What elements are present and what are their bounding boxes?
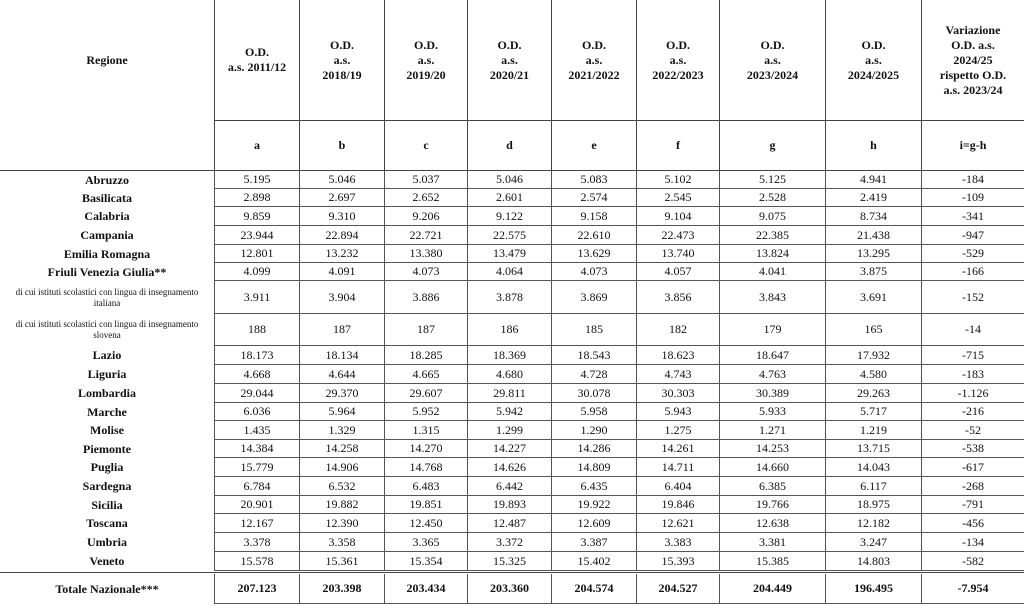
- value-cell: 15.402: [552, 552, 637, 571]
- value-cell: 18.134: [300, 346, 385, 365]
- value-cell: 4.763: [720, 365, 826, 384]
- value-cell: 4.680: [468, 365, 552, 384]
- table-row: [0, 552, 1024, 571]
- value-cell: 186: [468, 314, 552, 346]
- value-cell: 30.389: [720, 384, 826, 403]
- value-cell: 4.665: [385, 365, 468, 384]
- value-cell: -183: [922, 365, 1024, 384]
- value-cell: 13.629: [552, 245, 637, 263]
- value-cell: 187: [385, 314, 468, 346]
- column-header-regione: [0, 0, 215, 170]
- table-row: [0, 263, 1024, 281]
- value-cell: 3.365: [385, 533, 468, 552]
- value-cell: 207.123: [215, 574, 300, 604]
- value-cell: 14.270: [385, 440, 468, 458]
- value-cell: 9.206: [385, 207, 468, 226]
- value-cell: 18.623: [637, 346, 720, 365]
- value-cell: 21.438: [826, 226, 922, 245]
- column-header-label: O.D. a.s. 2011/12: [227, 45, 287, 74]
- value-cell: 29.607: [385, 384, 468, 403]
- value-cell: 12.638: [720, 514, 826, 533]
- value-cell: 2.528: [720, 189, 826, 207]
- column-header-label: O.D. a.s. 2021/2022: [568, 37, 620, 82]
- region-name: Emilia Romagna: [0, 245, 215, 263]
- value-cell: 15.385: [720, 552, 826, 571]
- value-cell: 13.715: [826, 440, 922, 458]
- value-cell: 18.647: [720, 346, 826, 365]
- value-cell: -7.954: [922, 574, 1024, 604]
- value-cell: 2.545: [637, 189, 720, 207]
- table-row: [0, 477, 1024, 496]
- value-cell: 3.383: [637, 533, 720, 552]
- column-header-c: [385, 0, 468, 170]
- value-cell: 3.856: [637, 281, 720, 314]
- column-header-d: [468, 0, 552, 170]
- value-cell: 4.099: [215, 263, 300, 281]
- value-cell: 12.167: [215, 514, 300, 533]
- value-cell: 18.975: [826, 496, 922, 514]
- value-cell: 3.378: [215, 533, 300, 552]
- value-cell: 6.442: [468, 477, 552, 496]
- table-row: [0, 314, 1024, 346]
- value-cell: 1.329: [300, 421, 385, 440]
- region-name: Calabria: [0, 207, 215, 226]
- value-cell: 19.922: [552, 496, 637, 514]
- column-header-a: [215, 0, 300, 170]
- value-cell: 5.964: [300, 403, 385, 421]
- value-cell: 182: [637, 314, 720, 346]
- table-row: [0, 346, 1024, 365]
- value-cell: 3.911: [215, 281, 300, 314]
- value-cell: 13.380: [385, 245, 468, 263]
- value-cell: 22.610: [552, 226, 637, 245]
- value-cell: -166: [922, 263, 1024, 281]
- value-cell: 15.361: [300, 552, 385, 571]
- value-cell: 15.325: [468, 552, 552, 571]
- value-cell: 6.117: [826, 477, 922, 496]
- value-cell: 8.734: [826, 207, 922, 226]
- column-header-code: d: [506, 137, 513, 152]
- value-cell: 3.372: [468, 533, 552, 552]
- value-cell: 18.173: [215, 346, 300, 365]
- value-cell: 23.944: [215, 226, 300, 245]
- value-cell: 14.286: [552, 440, 637, 458]
- value-cell: 13.232: [300, 245, 385, 263]
- value-cell: -529: [922, 245, 1024, 263]
- value-cell: 19.851: [385, 496, 468, 514]
- region-name: Basilicata: [0, 189, 215, 207]
- column-header-label: O.D. a.s. 2024/2025: [847, 37, 900, 82]
- value-cell: 19.893: [468, 496, 552, 514]
- value-cell: 19.882: [300, 496, 385, 514]
- value-cell: 20.901: [215, 496, 300, 514]
- value-cell: 14.626: [468, 458, 552, 477]
- table-row: [0, 226, 1024, 245]
- value-cell: 5.046: [300, 171, 385, 189]
- region-name: Lazio: [0, 346, 215, 365]
- column-header-label: O.D. a.s. 2020/21: [489, 37, 530, 82]
- column-header-code: e: [591, 137, 597, 152]
- value-cell: -538: [922, 440, 1024, 458]
- region-name: Puglia: [0, 458, 215, 477]
- column-header-f: [637, 0, 720, 170]
- value-cell: 4.580: [826, 365, 922, 384]
- value-cell: -109: [922, 189, 1024, 207]
- value-cell: 4.668: [215, 365, 300, 384]
- value-cell: -134: [922, 533, 1024, 552]
- value-cell: 18.285: [385, 346, 468, 365]
- table-row: [0, 514, 1024, 533]
- value-cell: 3.381: [720, 533, 826, 552]
- value-cell: 187: [300, 314, 385, 346]
- value-cell: 204.527: [637, 574, 720, 604]
- region-name: di cui istituti scolastici con lingua di insegnamento italiana: [0, 281, 215, 314]
- value-cell: 1.271: [720, 421, 826, 440]
- value-cell: 5.942: [468, 403, 552, 421]
- value-cell: 15.393: [637, 552, 720, 571]
- table-row: [0, 365, 1024, 384]
- value-cell: 5.102: [637, 171, 720, 189]
- value-cell: 3.878: [468, 281, 552, 314]
- value-cell: 203.398: [300, 574, 385, 604]
- value-cell: -947: [922, 226, 1024, 245]
- value-cell: 13.295: [826, 245, 922, 263]
- value-cell: 2.652: [385, 189, 468, 207]
- value-cell: 6.435: [552, 477, 637, 496]
- value-cell: 14.043: [826, 458, 922, 477]
- value-cell: 14.711: [637, 458, 720, 477]
- value-cell: 1.219: [826, 421, 922, 440]
- region-name: Abruzzo: [0, 171, 215, 189]
- value-cell: 17.932: [826, 346, 922, 365]
- value-cell: 22.894: [300, 226, 385, 245]
- value-cell: 12.487: [468, 514, 552, 533]
- value-cell: 203.360: [468, 574, 552, 604]
- table-row: [0, 403, 1024, 421]
- value-cell: -152: [922, 281, 1024, 314]
- region-name: Friuli Venezia Giulia**: [0, 263, 215, 281]
- total-label: Totale Nazionale***: [0, 574, 215, 604]
- table-row: [0, 421, 1024, 440]
- value-cell: 188: [215, 314, 300, 346]
- value-cell: 4.743: [637, 365, 720, 384]
- table-row: [0, 245, 1024, 263]
- value-cell: 6.036: [215, 403, 300, 421]
- value-cell: 1.315: [385, 421, 468, 440]
- region-name: di cui istituti scolastici con lingua di insegnamento slovena: [0, 314, 215, 346]
- value-cell: 14.906: [300, 458, 385, 477]
- value-cell: 13.479: [468, 245, 552, 263]
- value-cell: 6.532: [300, 477, 385, 496]
- value-cell: 5.037: [385, 171, 468, 189]
- value-cell: 203.434: [385, 574, 468, 604]
- value-cell: 1.275: [637, 421, 720, 440]
- column-header-igh: [922, 0, 1024, 170]
- value-cell: 15.354: [385, 552, 468, 571]
- value-cell: 4.091: [300, 263, 385, 281]
- value-cell: 13.824: [720, 245, 826, 263]
- value-cell: 3.904: [300, 281, 385, 314]
- region-name: Umbria: [0, 533, 215, 552]
- region-name: Campania: [0, 226, 215, 245]
- region-name: Molise: [0, 421, 215, 440]
- value-cell: -268: [922, 477, 1024, 496]
- value-cell: 4.073: [385, 263, 468, 281]
- region-name: Liguria: [0, 365, 215, 384]
- table-row: [0, 171, 1024, 189]
- value-cell: 2.419: [826, 189, 922, 207]
- value-cell: 9.859: [215, 207, 300, 226]
- value-cell: 3.387: [552, 533, 637, 552]
- value-cell: 4.644: [300, 365, 385, 384]
- column-header-label: Variazione O.D. a.s. 2024/25 rispetto O.D. a.s. 2023/24: [939, 22, 1007, 97]
- region-name: Marche: [0, 403, 215, 421]
- value-cell: 22.473: [637, 226, 720, 245]
- column-header-b: [300, 0, 385, 170]
- value-cell: 15.779: [215, 458, 300, 477]
- value-cell: 4.941: [826, 171, 922, 189]
- value-cell: 29.370: [300, 384, 385, 403]
- value-cell: 12.621: [637, 514, 720, 533]
- value-cell: 2.697: [300, 189, 385, 207]
- value-cell: 4.728: [552, 365, 637, 384]
- value-cell: 18.369: [468, 346, 552, 365]
- value-cell: -216: [922, 403, 1024, 421]
- value-cell: 4.073: [552, 263, 637, 281]
- value-cell: 14.803: [826, 552, 922, 571]
- value-cell: 12.390: [300, 514, 385, 533]
- region-name: Piemonte: [0, 440, 215, 458]
- value-cell: 9.104: [637, 207, 720, 226]
- column-header-code: a: [254, 137, 260, 152]
- column-header-label: O.D. a.s. 2022/2023: [652, 37, 704, 82]
- value-cell: 14.660: [720, 458, 826, 477]
- value-cell: 4.057: [637, 263, 720, 281]
- header-divider: [215, 120, 1024, 121]
- column-header-code: b: [338, 137, 346, 152]
- value-cell: 6.404: [637, 477, 720, 496]
- value-cell: 12.450: [385, 514, 468, 533]
- value-cell: 12.182: [826, 514, 922, 533]
- value-cell: 3.843: [720, 281, 826, 314]
- region-name: Veneto: [0, 552, 215, 571]
- column-header-code: f: [676, 137, 680, 152]
- value-cell: 18.543: [552, 346, 637, 365]
- column-header-label: O.D. a.s. 2023/2024: [746, 37, 799, 82]
- value-cell: 2.574: [552, 189, 637, 207]
- value-cell: 14.809: [552, 458, 637, 477]
- table-row: [0, 440, 1024, 458]
- value-cell: 29.811: [468, 384, 552, 403]
- value-cell: -582: [922, 552, 1024, 571]
- value-cell: -52: [922, 421, 1024, 440]
- value-cell: 22.385: [720, 226, 826, 245]
- value-cell: 5.958: [552, 403, 637, 421]
- value-cell: 204.449: [720, 574, 826, 604]
- value-cell: 5.125: [720, 171, 826, 189]
- value-cell: 9.158: [552, 207, 637, 226]
- table-row: [0, 281, 1024, 314]
- table-row: [0, 458, 1024, 477]
- value-cell: 9.310: [300, 207, 385, 226]
- total-separator-line: [0, 572, 1024, 573]
- value-cell: 3.875: [826, 263, 922, 281]
- value-cell: 14.258: [300, 440, 385, 458]
- value-cell: 29.263: [826, 384, 922, 403]
- value-cell: -617: [922, 458, 1024, 477]
- value-cell: -456: [922, 514, 1024, 533]
- value-cell: 5.952: [385, 403, 468, 421]
- value-cell: 19.766: [720, 496, 826, 514]
- column-header-label: Regione: [86, 52, 128, 67]
- table-row: [0, 496, 1024, 514]
- value-cell: 3.691: [826, 281, 922, 314]
- value-cell: 6.483: [385, 477, 468, 496]
- table-row: [0, 189, 1024, 207]
- value-cell: 14.261: [637, 440, 720, 458]
- column-header-code: h: [870, 137, 877, 152]
- value-cell: 6.385: [720, 477, 826, 496]
- value-cell: 5.717: [826, 403, 922, 421]
- column-header-code: g: [769, 137, 776, 152]
- column-header-h: [826, 0, 922, 170]
- column-header-e: [552, 0, 637, 170]
- value-cell: 9.075: [720, 207, 826, 226]
- value-cell: 1.290: [552, 421, 637, 440]
- value-cell: 3.869: [552, 281, 637, 314]
- value-cell: 9.122: [468, 207, 552, 226]
- value-cell: 14.768: [385, 458, 468, 477]
- value-cell: 3.886: [385, 281, 468, 314]
- value-cell: 5.195: [215, 171, 300, 189]
- value-cell: 196.495: [826, 574, 922, 604]
- value-cell: 14.253: [720, 440, 826, 458]
- region-name: Sicilia: [0, 496, 215, 514]
- value-cell: 30.303: [637, 384, 720, 403]
- value-cell: 13.740: [637, 245, 720, 263]
- column-header-g: [720, 0, 826, 170]
- value-cell: 5.933: [720, 403, 826, 421]
- value-cell: 14.227: [468, 440, 552, 458]
- column-header-label: O.D. a.s. 2018/19: [322, 37, 362, 82]
- value-cell: -715: [922, 346, 1024, 365]
- value-cell: 3.358: [300, 533, 385, 552]
- value-cell: 19.846: [637, 496, 720, 514]
- value-cell: -184: [922, 171, 1024, 189]
- column-header-code: c: [423, 137, 429, 152]
- value-cell: 12.609: [552, 514, 637, 533]
- value-cell: 185: [552, 314, 637, 346]
- value-cell: 5.943: [637, 403, 720, 421]
- total-row: [0, 574, 1024, 604]
- region-name: Lombardia: [0, 384, 215, 403]
- column-header-label: O.D. a.s. 2019/20: [406, 37, 446, 82]
- value-cell: -14: [922, 314, 1024, 346]
- value-cell: 5.046: [468, 171, 552, 189]
- value-cell: 29.044: [215, 384, 300, 403]
- value-cell: 204.574: [552, 574, 637, 604]
- value-cell: 2.898: [215, 189, 300, 207]
- value-cell: 5.083: [552, 171, 637, 189]
- value-cell: 2.601: [468, 189, 552, 207]
- value-cell: 22.721: [385, 226, 468, 245]
- value-cell: 6.784: [215, 477, 300, 496]
- value-cell: 4.064: [468, 263, 552, 281]
- table-row: [0, 533, 1024, 552]
- value-cell: 179: [720, 314, 826, 346]
- region-name: Toscana: [0, 514, 215, 533]
- value-cell: 1.435: [215, 421, 300, 440]
- column-header-code: i=g-h: [959, 137, 987, 152]
- value-cell: 22.575: [468, 226, 552, 245]
- table-row: [0, 384, 1024, 403]
- value-cell: 1.299: [468, 421, 552, 440]
- value-cell: -791: [922, 496, 1024, 514]
- value-cell: 4.041: [720, 263, 826, 281]
- value-cell: 30.078: [552, 384, 637, 403]
- value-cell: 165: [826, 314, 922, 346]
- value-cell: 15.578: [215, 552, 300, 571]
- value-cell: -341: [922, 207, 1024, 226]
- value-cell: 3.247: [826, 533, 922, 552]
- value-cell: -1.126: [922, 384, 1024, 403]
- table-row: [0, 207, 1024, 226]
- value-cell: 12.801: [215, 245, 300, 263]
- region-name: Sardegna: [0, 477, 215, 496]
- value-cell: 14.384: [215, 440, 300, 458]
